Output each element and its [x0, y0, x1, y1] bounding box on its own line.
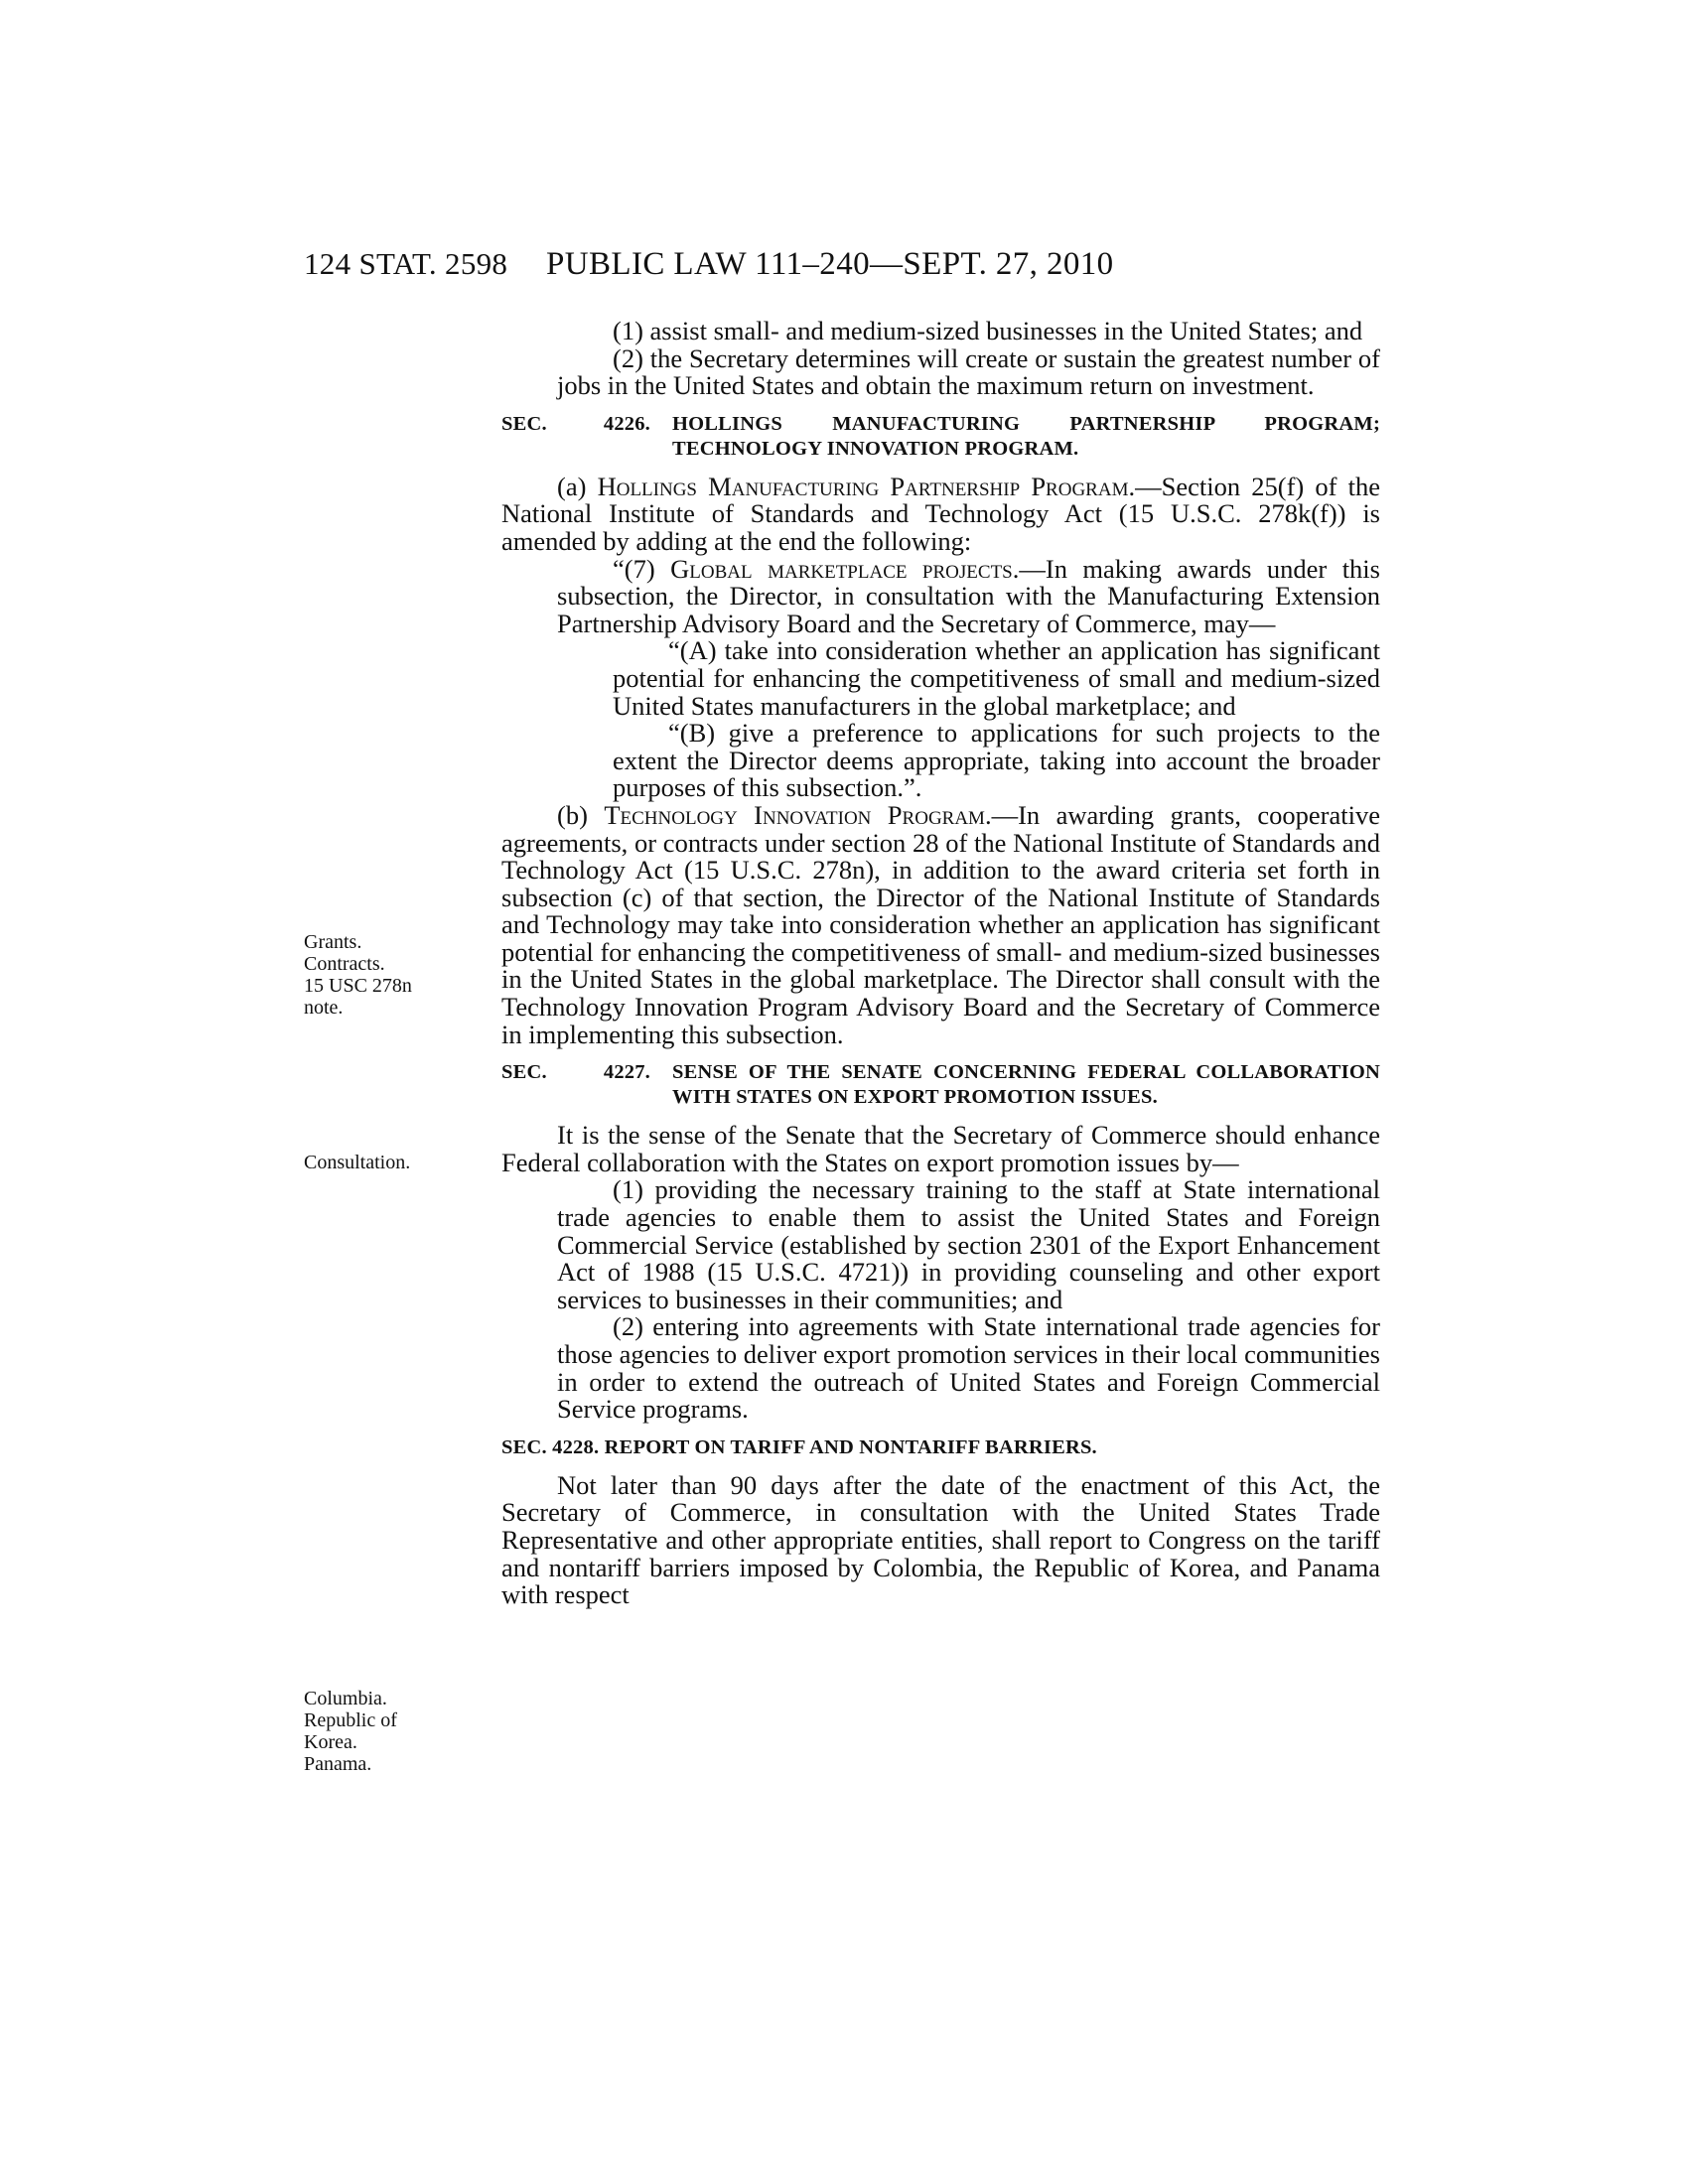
paragraph-7 — [501, 553, 1380, 638]
paragraph: (2) entering into agreements with State international trade agencies for those agencies to deliver export promotion services in their local communities in order to extend the outreach of United States and Foreign Commercial Service programs. — [557, 1311, 1380, 1425]
margin-note-grants — [304, 931, 453, 1019]
subsection-heading: Technology Innovation Program. — [604, 799, 992, 830]
paragraph-heading: Global marketplace projects. — [670, 553, 1020, 584]
section-number: 4226. — [603, 412, 650, 435]
section-heading-4226 — [501, 412, 1380, 462]
paragraph: (2) the Secretary determines will create or sustain the greatest number of jobs in the United States and obtain the maximum return on investment. — [557, 342, 1380, 401]
statute-body — [501, 318, 1380, 1609]
section-label: SEC. — [501, 412, 547, 435]
section-title: REPORT ON TARIFF AND NONTARIFF BARRIERS. — [604, 1435, 1097, 1458]
margin-note-line: Korea. — [304, 1731, 357, 1753]
section-title: HOLLINGS MANUFACTURING PARTNERSHIP PROGRAM; TECHNOLOGY INNOVATION PROGRAM. — [672, 412, 1380, 460]
paragraph-text: —In making awards under this subsection, the Director, in consultation with the Manufacturing Extension Partnership Advisory Board and the Secretary of Commerce, may— — [557, 553, 1380, 638]
section-label: SEC. — [501, 1435, 547, 1458]
subsection-text: —Section 25(f) of the National Institute of Standards and Technology Act (15 U.S.C. 278k(f)) is amended by adding at the end the following: — [501, 471, 1380, 556]
paragraph-lead: “(7) — [613, 553, 655, 584]
margin-note-line: Contracts. — [304, 953, 385, 975]
margin-note-line: Grants. — [304, 931, 362, 953]
subparagraph-a: “(A) take into consideration whether an application has significant potential for enhancing the competitiveness of small and medium-sized United States manufacturers in the global marketplace; and — [613, 635, 1380, 721]
margin-note-line: Columbia. — [304, 1688, 387, 1709]
subsection-lead: (b) — [557, 799, 588, 830]
running-head: PUBLIC LAW 111–240—SEPT. 27, 2010 — [546, 246, 1114, 282]
section-label: SEC. — [501, 1061, 547, 1084]
subsection-heading: Hollings Manufacturing Partnership Program. — [597, 471, 1136, 501]
paragraph: (1) providing the necessary training to the staff at State international trade agencies to enable them to assist the United States and Foreign Commercial Service (established by section 2301 of the Export Enhancement Act of 1988 (15 U.S.C. 4721)) in providing counseling and other export services to businesses in their communities; and — [557, 1174, 1380, 1314]
margin-note-line: 15 USC 278n — [304, 975, 412, 997]
margin-note-line: Republic of — [304, 1709, 397, 1731]
section-heading-4227 — [501, 1060, 1380, 1110]
page-header — [304, 246, 1386, 290]
margin-note-line: note. — [304, 997, 344, 1019]
section-number: 4228. — [552, 1435, 600, 1458]
page-stat-number: 124 STAT. 2598 — [304, 246, 508, 281]
paragraph: (1) assist small- and medium-sized businesses in the United States; and — [613, 316, 1363, 345]
subsection-b — [501, 799, 1380, 1049]
subsection-a — [501, 471, 1380, 556]
margin-note-consultation — [304, 1152, 453, 1173]
paragraph: It is the sense of the Senate that the Secretary of Commerce should enhance Federal collaboration with the States on export promotion issues by— — [501, 1120, 1380, 1177]
subparagraph-b: “(B) give a preference to applications for such projects to the extent the Director deems appropriate, taking into account the broader purposes of this subsection.”. — [613, 718, 1380, 803]
section-title: SENSE OF THE SENATE CONCERNING FEDERAL COLLABORATION WITH STATES ON EXPORT PROMOTION ISSUES. — [672, 1061, 1380, 1109]
section-number: 4227. — [603, 1061, 650, 1084]
margin-note-countries — [304, 1688, 453, 1775]
subsection-lead: (a) — [557, 471, 587, 501]
paragraph: Not later than 90 days after the date of the enactment of this Act, the Secretary of Commerce, in consultation with the United States Trade Representative and other appropriate entities, shall report to Congress on the tariff and nontariff barriers imposed by Colombia, the Republic of Korea, and Panama with respect — [501, 1469, 1380, 1610]
margin-note-line: Consultation. — [304, 1152, 411, 1173]
section-heading-4228 — [501, 1435, 1380, 1460]
subsection-text: —In awarding grants, cooperative agreements, or contracts under section 28 of the National Institute of Standards and Technology Act (15 U.S.C. 278n), in addition to the award criteria set forth in subsection (c) of that section, the Director of the National Institute of Standards and Technology may take into consideration whether an application has significant potential for enhancing the competitiveness of small- and medium-sized businesses in the United States in the global marketplace. The Director shall consult with the Technology Innovation Program Advisory Board and the Secretary of Commerce in implementing this subsection. — [501, 799, 1380, 1049]
margin-note-line: Panama. — [304, 1753, 372, 1775]
